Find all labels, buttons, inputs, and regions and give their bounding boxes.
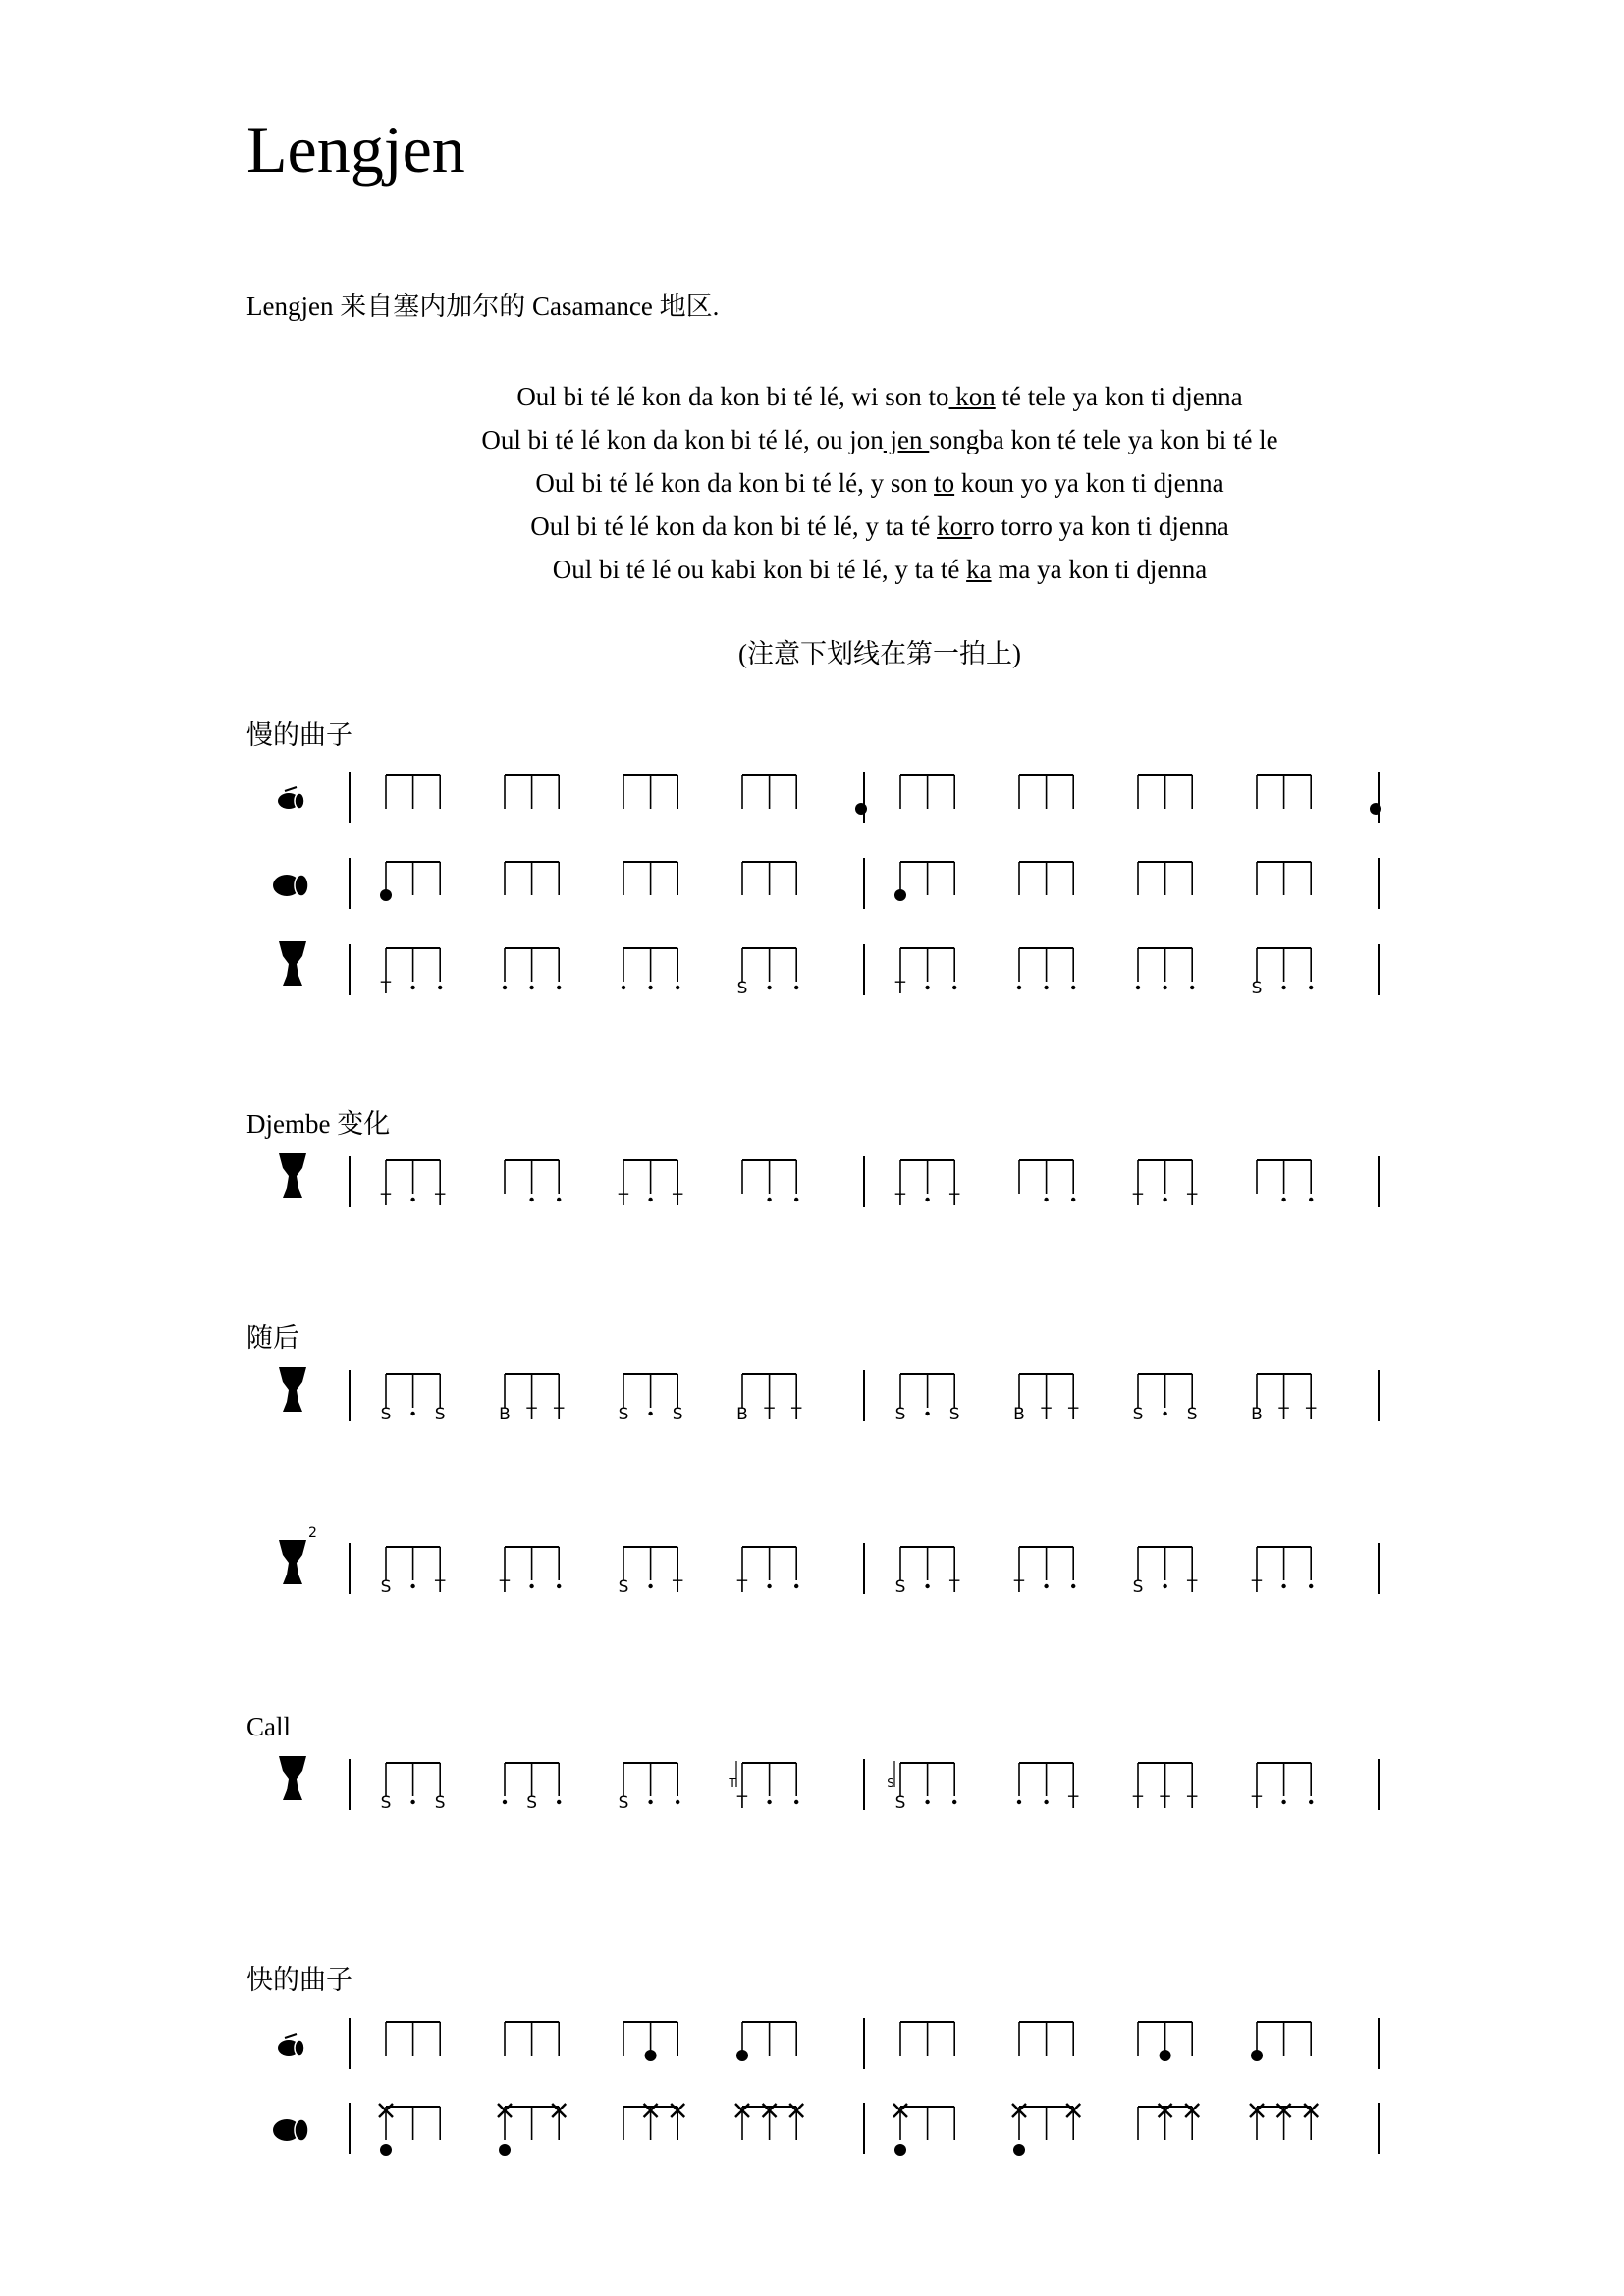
stroke-letter: T [1187,1577,1198,1597]
stroke-letter: T [736,1793,748,1813]
rest-dot [1071,986,1075,989]
stroke-letter: T [1041,1405,1052,1424]
stroke-letter: S [1251,979,1263,998]
rest-dot [503,986,507,989]
stroke-letter: S [526,1793,537,1813]
rest-dot [1017,986,1021,989]
rest-dot [925,1584,929,1588]
rest-dot [557,986,561,989]
stroke-letter: T [949,1577,960,1597]
rest-dot [952,986,956,989]
lyric-underlined: to [934,468,955,498]
lyric-text: Oul bi té lé kon da kon bi té lé, wi son to [516,382,949,411]
rest-dot [794,1198,798,1201]
djembe-icon [279,1540,306,1584]
section-title-slow: 慢的曲子 [246,721,352,750]
lyric-text: songba kon té tele ya kon bi té le [929,425,1278,454]
lyric-text: té tele ya kon ti djenna [995,382,1243,411]
rest-dot [1044,1198,1048,1201]
section-title-call: Call [246,1712,291,1741]
rest-dot [1044,1584,1048,1588]
stroke-letter: T [435,1577,446,1597]
lyric-text: Oul bi té lé kon da kon bi té lé, y ta té [530,511,938,541]
rest-dot [557,1800,561,1804]
stroke-letter: S [736,979,748,998]
rest-dot [925,1412,929,1415]
stroke-letter: S [380,1577,392,1597]
rest-dot [794,1584,798,1588]
rest-dot [648,1800,652,1804]
rest-dot [648,1198,652,1201]
stroke-letter: T [949,1191,960,1210]
stroke-letter: T [1160,1793,1170,1813]
rest-dot [622,986,625,989]
stroke-letter: S [672,1405,683,1424]
stroke-letter: T [1013,1577,1025,1597]
rest-dot [438,986,442,989]
rest-dot [676,1800,679,1804]
rest-dot [1309,1584,1313,1588]
rest-dot [1309,986,1313,989]
hit-dot [380,2144,392,2156]
rest-dot [1281,986,1285,989]
page-title: Lengjen [246,112,465,187]
rest-dot [1281,1198,1285,1201]
rest-dot [410,1198,414,1201]
stroke-letter: S [380,1405,392,1424]
stroke-letter: T [554,1405,565,1424]
stroke-letter: B [499,1405,511,1424]
rest-dot [1163,986,1166,989]
rest-dot [503,1800,507,1804]
rest-dot [1163,1198,1166,1201]
rest-dot [1309,1198,1313,1201]
lyric-text: Oul bi té lé kon da kon bi té lé, y son [535,468,935,498]
lyric-underlined: kon [948,382,996,411]
djembe-icon [279,1367,306,1412]
rest-dot [410,986,414,989]
stroke-letter: T [380,979,392,998]
djembe-icon [279,1756,306,1800]
stroke-letter: S [894,1405,906,1424]
lyric-text: Oul bi té lé kon da kon bi té lé, ou jon [481,425,884,454]
rest-dot [1163,1584,1166,1588]
stroke-letter: S [1132,1405,1144,1424]
stroke-letter: S [894,1793,906,1813]
stroke-letter: T [736,1577,748,1597]
rest-dot [410,1800,414,1804]
stroke-letter: S [894,1577,906,1597]
stroke-letter: S [618,1793,629,1813]
lyric-text: ro torro ya kon ti djenna [972,511,1229,541]
hit-dot [1370,803,1381,815]
stroke-letter: T [673,1191,683,1210]
hit-dot [645,2050,657,2061]
stroke-letter: T [1251,1577,1263,1597]
lyric-underlined: jen [883,425,930,454]
rest-dot [794,986,798,989]
djembe-icon [279,941,306,986]
stroke-letter: T [435,1191,446,1210]
rest-dot [529,986,533,989]
dundun-icon [273,2119,308,2141]
djembe-icon [279,1153,306,1198]
stroke-letter: T [1278,1405,1289,1424]
lyric-text: ma ya kon ti djenna [991,555,1208,584]
stroke-letter: T [1187,1191,1198,1210]
hit-dot [1251,2050,1263,2061]
stroke-letter: S [948,1405,960,1424]
flam-letter: S [887,1776,894,1789]
rest-dot [1163,1412,1166,1415]
stroke-letter: T [894,1191,906,1210]
rest-dot [648,1584,652,1588]
stroke-letter: T [1306,1405,1317,1424]
rest-dot [794,1800,798,1804]
stroke-letter: S [618,1577,629,1597]
stroke-letter: S [434,1793,446,1813]
rest-dot [648,986,652,989]
kenkeni-icon [278,2034,304,2056]
hit-dot [894,2144,906,2156]
rest-dot [529,1198,533,1201]
rest-dot [767,1584,771,1588]
hit-dot [736,2050,748,2061]
stroke-letter: T [1132,1793,1144,1813]
stroke-letter: T [1251,1793,1263,1813]
hit-dot [1160,2050,1171,2061]
rest-dot [648,1412,652,1415]
rest-dot [676,986,679,989]
stroke-letter: T [1132,1191,1144,1210]
hit-dot [1013,2144,1025,2156]
stroke-letter: T [618,1191,629,1210]
lyric-underlined: kor [937,511,973,541]
rest-dot [925,1800,929,1804]
rest-dot [1044,1800,1048,1804]
dundun-icon [273,875,308,896]
rest-dot [557,1584,561,1588]
rest-dot [1309,1800,1313,1804]
rest-dot [767,1198,771,1201]
rest-dot [1281,1800,1285,1804]
stroke-letter: T [894,979,906,998]
rest-dot [1071,1584,1075,1588]
stroke-letter: S [618,1405,629,1424]
rest-dot [1044,986,1048,989]
hit-dot [855,803,867,815]
djembe-number: 2 [308,1525,317,1541]
section-title-variation: Djembe 变化 [246,1109,391,1139]
stroke-letter: T [380,1191,392,1210]
rest-dot [952,1800,956,1804]
hit-dot [380,889,392,901]
stroke-letter: T [526,1405,537,1424]
rest-dot [1281,1584,1285,1588]
rest-dot [1136,986,1140,989]
hit-dot [894,889,906,901]
stroke-letter: S [380,1793,392,1813]
kenkeni-icon [278,787,304,809]
stroke-letter: T [673,1577,683,1597]
section-title-fast: 快的曲子 [246,1965,352,1995]
stroke-letter: S [1132,1577,1144,1597]
rest-dot [557,1198,561,1201]
lyric-underlined: ka [966,555,992,584]
stroke-letter: S [1186,1405,1198,1424]
intro-text: Lengjen 来自塞内加尔的 Casamance 地区. [246,292,720,321]
stroke-letter: B [736,1405,748,1424]
stroke-letter: B [1013,1405,1025,1424]
rest-dot [767,986,771,989]
underline-note: (注意下划线在第一拍上) [738,639,1021,668]
stroke-letter: T [791,1405,802,1424]
rest-dot [925,986,929,989]
rest-dot [410,1584,414,1588]
stroke-letter: T [764,1405,775,1424]
stroke-letter: T [1068,1405,1079,1424]
rest-dot [1017,1800,1021,1804]
rest-dot [925,1198,929,1201]
stroke-letter: B [1251,1405,1263,1424]
section-title-then: 随后 [246,1323,299,1353]
stroke-letter: T [499,1577,511,1597]
hit-dot [499,2144,511,2156]
stroke-letter: T [1068,1793,1079,1813]
rest-dot [529,1584,533,1588]
flam-letter: T [729,1776,736,1789]
stroke-letter: T [1187,1793,1198,1813]
rest-dot [410,1412,414,1415]
lyric-text: Oul bi té lé ou kabi kon bi té lé, y ta té [552,555,967,584]
stroke-letter: S [434,1405,446,1424]
rest-dot [1071,1198,1075,1201]
rest-dot [1190,986,1194,989]
lyric-text: koun yo ya kon ti djenna [954,468,1224,498]
rest-dot [767,1800,771,1804]
